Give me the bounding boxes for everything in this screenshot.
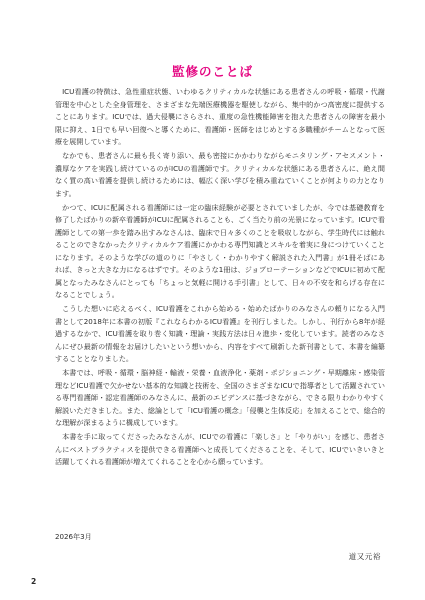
paragraph: なかでも、患者さんに最も長く寄り添い、最も密接にかかわりながらモニタリング・アセスメント・濃厚なケアを実践し続けているのがICUの看護師です。クリティカルな状態にある患者さんに、絶え間なく質の高い看護を提供し続けるためには、幅広く深い学びを積み重ねていくことが何よりの力となります。 <box>55 151 385 198</box>
paragraph: かつて、ICUに配属される看護師には一定の臨床経験が必要とされていましたが、今では基礎教育を修了したばかりの新卒看護師がICUに配属されることも、ごく当たり前の光景になっています。ICUで看護師としての第一歩を踏み出すみなさんは、臨床で日々多くのことを吸収しながら、学生時代には触れることのできなかったクリティカルケア看護にかかわる専門知識とスキルを着実に身につけていくことになります。そのような学びの道のりに「やさしく・わかりやすく解説された入門書」が1冊そばにあれば、きっと大きな力になるはずです。そのような1冊は、ジョブローテーションなどでICUに初めて配属となったみなさんにとっても「ちょっと気軽に開ける手引書」として、日々の不安を和らげる存在になることでしょう。 <box>55 202 385 300</box>
page-number: 2 <box>31 577 37 586</box>
author-name: 道又元裕 <box>348 552 381 561</box>
page-title: 監修のことば <box>171 64 253 79</box>
paragraph: 本書を手に取ってくださったみなさんが、ICUでの看護に「楽しさ」と「やりがい」を感じ、患者さんにベストプラクティスを提供できる看護師へと成長してくださることを、そして、ICUでいきいきと活躍してくれる看護師が増えてくれることを心から願っています。 <box>55 432 385 467</box>
body-text <box>55 86 385 469</box>
paragraph: ICU看護の特徴は、急性重症状態、いわゆるクリティカルな状態にある患者さんの呼吸・循環・代謝管理を中心とした全身管理を、さまざまな先端医療機器を駆使しながら、集中的かつ高密度に提供することにあります。ICUでは、過大侵襲にさらされ、重度の急性機能障害を抱えた患者さんの障害を最小限に抑え、1日でも早い回復へと導くために、看護師・医師をはじめとする多職種がチームとなって医療を展開しています。 <box>55 87 385 146</box>
paragraph: こうした想いに応えるべく、ICU看護をこれから始める・始めたばかりのみなさんの頼りになる入門書として2018年に本書の初版『これならわかるICU看護』を刊行しました。しかし、刊行から8年が経過するなかで、ICU看護を取り巻く知識・理論・実践方法は日々進歩・変化しています。読者のみなさんにぜひ最新の情報をお届けしたいという想いから、内容をすべて刷新した新刊書として、本書を編纂することとなりました。 <box>55 304 385 364</box>
paragraph: 本書では、呼吸・循環・脳神経・輸液・栄養・血液浄化・薬剤・ポジショニング・早期離床・感染管理などICU看護で欠かせない基本的な知識と技術を、全国のさまざまなICUで指導者として活躍されている専門看護師・認定看護師のみなさんに、最新のエビデンスに基づきながら、できる限りわかりやすく解説いただきました。また、総論として「ICU看護の概念」「侵襲と生体反応」を加えることで、総合的な理解が深まるように構成しています。 <box>55 368 385 428</box>
date: 2026年3月 <box>55 532 92 541</box>
